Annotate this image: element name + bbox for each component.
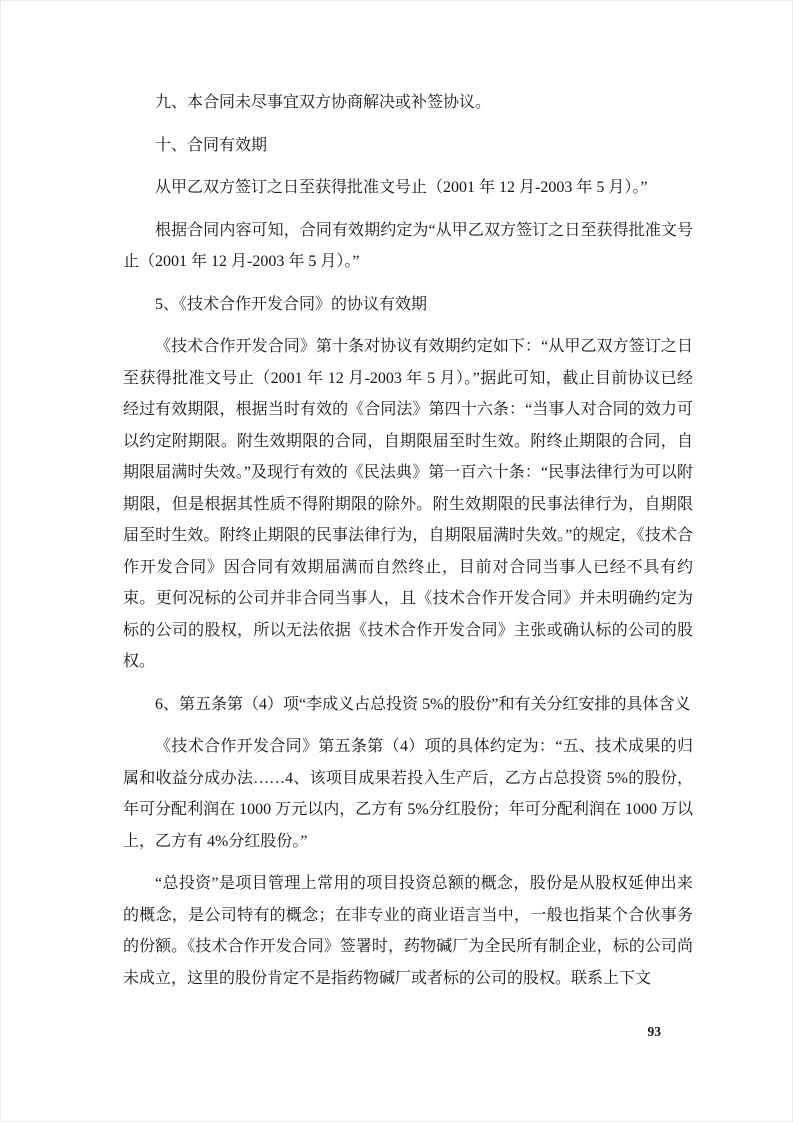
contract-validity-quote: 从甲乙双方签订之日至获得批准文号止（2001 年 12 月-2003 年 5 月）。”	[155, 179, 648, 196]
section-5-heading: 5、《技术合作开发合同》的协议有效期	[155, 295, 428, 313]
clause-ten-heading: 十、合同有效期	[155, 136, 268, 154]
document-body	[123, 87, 693, 1005]
page-number: 93	[647, 1024, 661, 1039]
section-6-contract-quote: 《技术合作开发合同》第五条第（4）项的具体约定为：“五、技术成果的归属和收益分成办法……4、该项目成果若投入生产后，乙方占总投资 5%的股份，年可分配利润在 1000 万元以内，乙方有 5%分红股份；年可分配利润在 1000 万以上，乙方有 4%分红股份。”	[123, 738, 693, 850]
section-6-heading: 6、第五条第（4）项“李成义占总投资 5%的股份”和有关分红安排的具体含义	[155, 695, 691, 713]
section-5-analysis-paragraph: 《技术合作开发合同》第十条对协议有效期约定如下：“从甲乙双方签订之日至获得批准文号止（2001 年 12 月-2003 年 5 月）。”据此可知，截止目前协议已经经过有效期限，根据当时有效的《合同法》第四十六条：“当事人对合同的效力可以约定附期限。附生效期限的合同，自期限届至时生效。附终止期限的合同，自期限届满时失效。”及现行有效的《民法典》第一百六十条：“民事法律行为可以附期限，但是根据其性质不得附期限的除外。附生效期限的民事法律行为，自期限届至时生效。附终止期限的民事法律行为，自期限届满时失效。”的规定，《技术合作开发合同》因合同有效期届满而自然终止，目前对合同当事人已经不具有约束。更何况标的公司并非合同当事人，且《技术合作开发合同》并未明确约定为标的公司的股权，所以无法依据《技术合作开发合同》主张或确认标的公司的股权。	[123, 338, 693, 670]
validity-summary-paragraph: 根据合同内容可知，合同有效期约定为“从甲乙双方签订之日至获得批准文号止（2001 年 12 月-2003 年 5 月）。”	[123, 221, 693, 270]
clause-nine-paragraph: 九、本合同未尽事宜双方协商解决或补签协议。	[155, 94, 492, 111]
section-6-analysis-paragraph: “总投资”是项目管理上常用的项目投资总额的概念，股份是从股权延伸出来的概念，是公司特有的概念；在非专业的商业语言当中，一般也指某个合伙事务的份额。《技术合作开发合同》签署时，药物碱厂为全民所有制企业，标的公司尚未成立，这里的股份肯定不是指药物碱厂或者标的公司的股权。联系上下文	[123, 875, 693, 987]
